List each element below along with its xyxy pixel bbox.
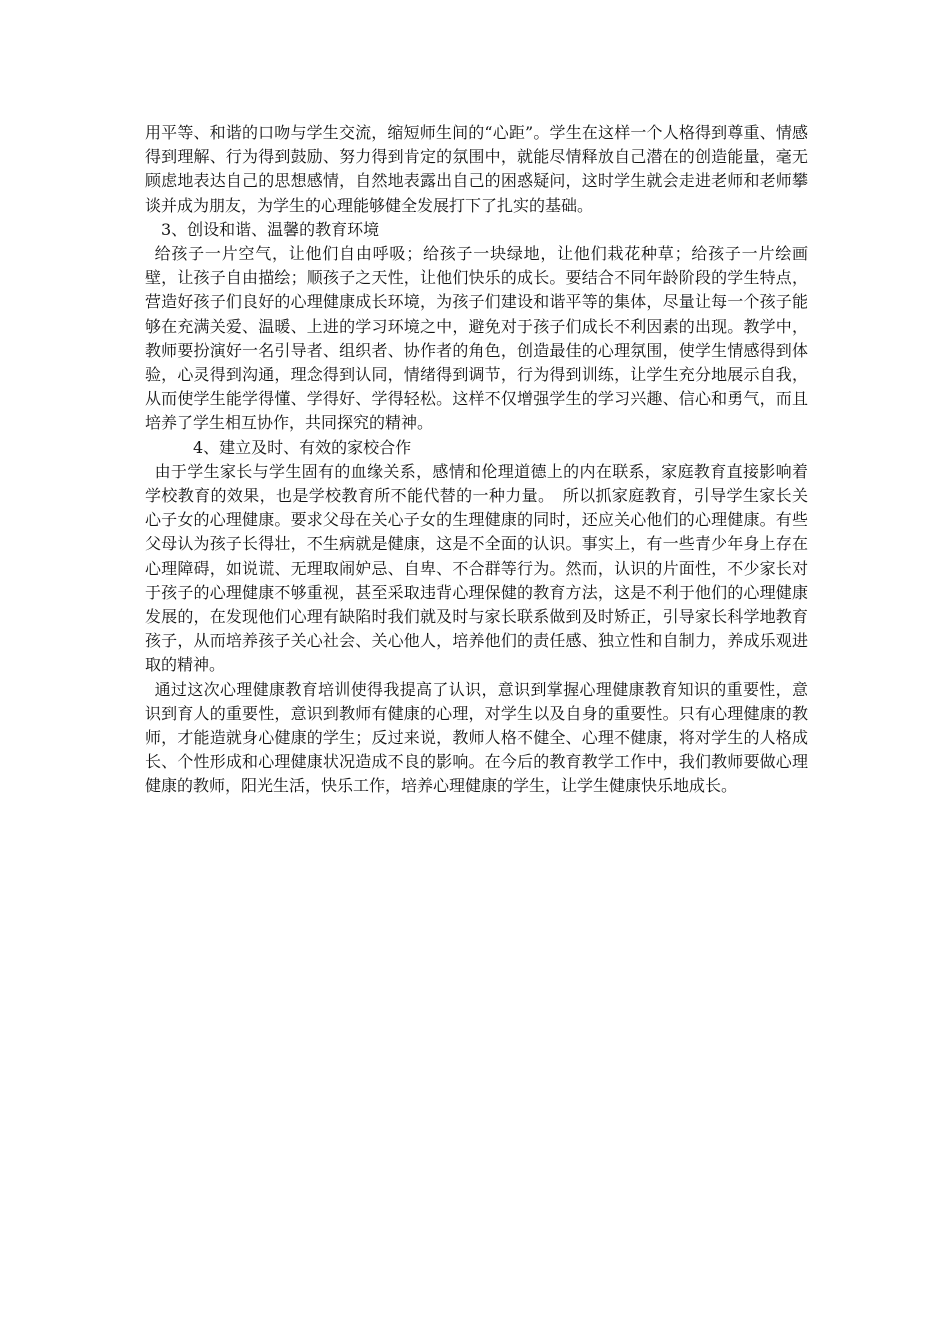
paragraph-conclusion: 通过这次心理健康教育培训使得我提高了认识，意识到掌握心理健康教育知识的重要性，意识到育人的重要性，意识到教师有健康的心理，对学生以及自身的重要性。只有心理健康的教师，才能造就身心健康的学生；反过来说，教师人格不健全、心理不健康，将对学生的人格成长、个性形成和心理健康状况造成不良的影响。在今后的教育教学工作中，我们教师要做心理健康的教师，阳光生活，快乐工作，培养心理健康的学生，让学生健康快乐地成长。 <box>145 679 808 796</box>
paragraph-home-school-cooperation: 由于学生家长与学生固有的血缘关系，感情和伦理道德上的内在联系，家庭教育直接影响着学校教育的效果，也是学校教育所不能代替的一种力量。 所以抓家庭教育，引导学生家长关心子女的心理健康。要求父母在关心子女的生理健康的同时，还应关心他们的心理健康。有些父母认为孩子长得壮，不生病就是健康，这是不全面的认识。事实上，有一些青少年身上存在心理障碍，如说谎、无理取闹妒忌、自卑、不合群等行为。然而，认识的片面性，不少家长对于孩子的心理健康不够重视，甚至采取违背心理保健的教育方法，这是不利于他们的心理健康发展的，在发现他们心理有缺陷时我们就及时与家长联系做到及时矫正，引导家长科学地教育孩子，从而培养孩子关心社会、关心他人，培养他们的责任感、独立性和自制力，养成乐观进取的精神。 <box>145 461 808 675</box>
section-heading-3: 3、创设和谐、温馨的教育环境 <box>161 219 380 239</box>
paragraph-continuation: 用平等、和谐的口吻与学生交流，缩短师生间的“心距”。学生在这样一个人格得到尊重、情感得到理解、行为得到鼓励、努力得到肯定的氛围中，就能尽情释放自己潜在的创造能量，毫无顾虑地表达自己的思想感情，自然地表露出自己的困惑疑问，这时学生就会走进老师和老师攀谈并成为朋友，为学生的心理能够健全发展打下了扎实的基础。 <box>145 123 808 215</box>
paragraph-education-environment: 给孩子一片空气，让他们自由呼吸；给孩子一块绿地，让他们栽花种草；给孩子一片绘画壁，让孩子自由描绘；顺孩子之天性，让他们快乐的成长。要结合不同年龄阶段的学生特点，营造好孩子们良好的心理健康成长环境，为孩子们建设和谐平等的集体，尽量让每一个孩子能够在充满关爱、温暖、上进的学习环境之中，避免对于孩子们成长不利因素的出现。教学中，教师要扮演好一名引导者、组织者、协作者的角色，创造最佳的心理氛围，使学生情感得到体验，心灵得到沟通，理念得到认同，情绪得到调节，行为得到训练，让学生充分地展示自我，从而使学生能学得懂、学得好、学得轻松。这样不仅增强学生的学习兴趣、信心和勇气，而且培养了学生相互协作，共同探究的精神。 <box>145 244 808 433</box>
document-body <box>145 121 808 799</box>
section-heading-4: 4、建立及时、有效的家校合作 <box>193 437 412 457</box>
